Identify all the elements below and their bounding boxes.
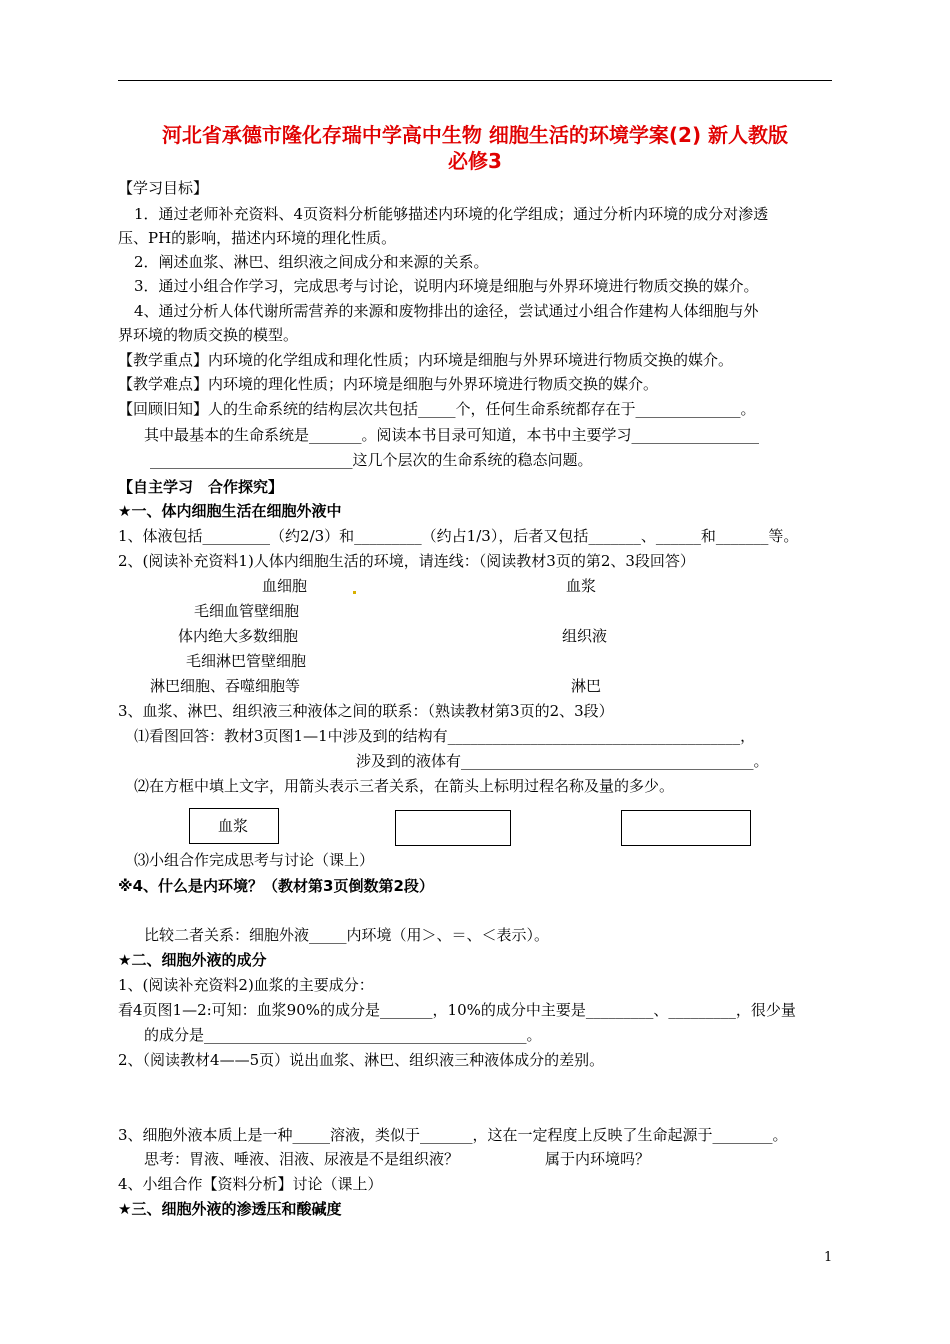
match-right-item: 淋巴 [571, 677, 602, 695]
objective-4: 4、通过分析人体代谢所需营养的来源和废物排出的途径，尝试通过小组合作建构人体细胞与外 [134, 302, 759, 320]
s1-question-3-1-cont: 涉及到的液体有_______________________________________。 [356, 752, 769, 770]
s2-question-4: 4、小组合作【资料分析】讨论（课上） [118, 1175, 383, 1193]
page-title-line1: 河北省承德市隆化存瑞中学高中生物 细胞生活的环境学案(2) 新人教版 [161, 123, 789, 147]
s2-question-3: 3、细胞外液本质上是一种_____溶液，类似于_______，这在一定程度上反映了生命起源于________。 [118, 1126, 788, 1144]
match-left-item: 毛细血管壁细胞 [194, 602, 300, 620]
self-study-heading: 【自主学习 合作探究】 [118, 478, 284, 496]
page-number: 1 [824, 1250, 833, 1265]
s2-question-1: 1、(阅读补充资料2)血浆的主要成分： [118, 976, 374, 994]
objective-2: 2．阐述血浆、淋巴、组织液之间成分和来源的关系。 [134, 253, 489, 271]
s1-question-1: 1、体液包括_________（约2/3）和_________（约占1/3），后者又包括_______、______和_______等。 [118, 527, 799, 545]
review-line-1: 【回顾旧知】人的生命系统的结构层次共包括_____个，任何生命系统都存在于______________。 [118, 400, 756, 418]
section-3-heading: ★三、细胞外液的渗透压和酸碱度 [118, 1200, 342, 1218]
match-left-item: 体内绝大多数细胞 [178, 627, 299, 645]
s1-question-4: ※4、什么是内环境？（教材第3页倒数第2段） [118, 877, 434, 895]
difficulty: 【教学难点】内环境的理化性质；内环境是细胞与外界环境进行物质交换的媒介。 [118, 375, 659, 393]
s1-question-2: 2、(阅读补充资料1)人体内细胞生活的环境，请连线：（阅读教材3页的第2、3段回答） [118, 552, 695, 570]
scan-dot [353, 591, 356, 594]
s1-compare: 比较二者关系：细胞外液_____内环境（用＞、＝、＜表示）。 [144, 926, 550, 944]
s1-question-3-3: ⑶小组合作完成思考与讨论（课上） [134, 851, 375, 869]
objective-3: 3．通过小组合作学习，完成思考与讨论，说明内环境是细胞与外界环境进行物质交换的媒介。 [134, 277, 759, 295]
review-line-3: ___________________________这几个层次的生命系统的稳态问题。 [150, 451, 593, 469]
section-2-heading: ★二、细胞外液的成分 [118, 951, 267, 969]
s2-think-b: 属于内环境吗？ [545, 1150, 651, 1168]
s1-question-3: 3、血浆、淋巴、组织液三种液体之间的联系：（熟读教材第3页的2、3段） [118, 702, 614, 720]
answer-box-plasma[interactable] [189, 808, 279, 844]
review-line-2: 其中最基本的生命系统是_______。阅读本书目录可知道，本书中主要学习_________________ [144, 426, 760, 444]
s2-think-a: 思考：胃液、唾液、泪液、尿液是不是组织液？ [144, 1150, 460, 1168]
match-left-item: 毛细淋巴管壁细胞 [186, 652, 307, 670]
match-right-item: 血浆 [566, 577, 597, 595]
objective-4-cont: 界环境的物质交换的模型。 [118, 326, 299, 344]
section-1-heading: ★一、体内细胞生活在细胞外液中 [118, 502, 342, 520]
objectives-heading: 【学习目标】 [118, 179, 209, 197]
answer-box-2[interactable] [395, 810, 511, 846]
key-point: 【教学重点】内环境的化学组成和理化性质；内环境是细胞与外界环境进行物质交换的媒介。 [118, 351, 734, 369]
objective-1-cont: 压、PH的影响，描述内环境的理化性质。 [118, 229, 397, 247]
s1-question-3-1: ⑴看图回答：教材3页图1—1中涉及到的结构有_______________________________________， [134, 727, 756, 745]
match-left-item: 血细胞 [262, 577, 308, 595]
objective-1: 1．通过老师补充资料、4页资料分析能够描述内环境的化学组成；通过分析内环境的成分对渗透 [134, 205, 769, 223]
match-right-item: 组织液 [562, 627, 608, 645]
header-rule [118, 80, 832, 81]
s2-question-2: 2、（阅读教材4——5页）说出血浆、淋巴、组织液三种液体成分的差别。 [118, 1051, 605, 1069]
s2-question-1-b: 的成分是___________________________________________。 [144, 1026, 542, 1044]
answer-box-3[interactable] [621, 810, 751, 846]
match-left-item: 淋巴细胞、吞噬细胞等 [150, 677, 301, 695]
answer-box-label: 血浆 [218, 817, 249, 835]
s2-question-1-a: 看4页图1—2:可知：血浆90%的成分是_______，10%的成分中主要是_________、_________，很少量 [118, 1001, 796, 1019]
s1-question-3-2: ⑵在方框中填上文字，用箭头表示三者关系，在箭头上标明过程名称及量的多少。 [134, 777, 675, 795]
page-title-line2: 必修3 [448, 149, 502, 173]
